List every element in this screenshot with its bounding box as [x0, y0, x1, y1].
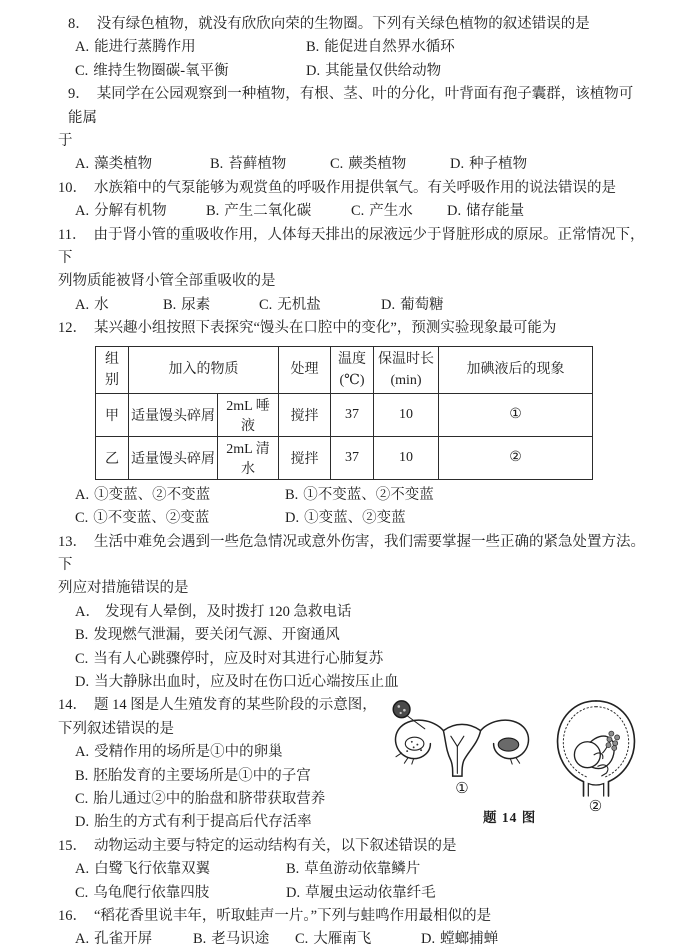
question-stem-text: 由于肾小管的重吸收作用，人体每天排出的尿液远少于肾脏形成的原尿。正常情况下，下: [58, 226, 645, 267]
option-15-a: [75, 858, 286, 881]
table-header-cell: [439, 346, 593, 393]
option-9-d: [450, 153, 527, 176]
option-text: 草鱼游动依靠鳞片: [304, 861, 421, 878]
table-cell: 甲: [96, 393, 129, 436]
option-10-c: [351, 200, 447, 223]
option-label: B.: [163, 296, 177, 313]
q12-experiment-table: [95, 346, 593, 480]
option-13-b: [75, 624, 340, 647]
question-14: [58, 694, 645, 834]
option-8-d: [306, 60, 441, 83]
option-label: D.: [75, 814, 90, 831]
question-stem-text: 某兴趣小组按照下表探究“馒头在口腔中的变化”，预测实验现象最可能为: [94, 320, 557, 337]
option-text: 能促进自然界水循环: [324, 39, 455, 56]
table-cell: 适量馒头碎屑: [129, 393, 218, 436]
table-cell: ①: [439, 393, 593, 436]
option-label: A.: [75, 744, 90, 761]
question-14-figure: [383, 697, 645, 826]
options-row: [75, 507, 645, 530]
option-label: D.: [285, 510, 300, 527]
table-row: [96, 436, 593, 479]
option-13-d: [75, 671, 399, 694]
option-label: A.: [75, 156, 90, 173]
fetus-diagram: [548, 697, 644, 799]
header-line-1: 温度: [338, 351, 366, 367]
option-text: 螳螂捕蝉: [440, 931, 499, 948]
option-text: 维持生物圈碳-氧平衡: [93, 62, 229, 79]
option-text: 苔藓植物: [228, 156, 287, 173]
option-text: 当大静脉出血时，应及时在伤口近心端按压止血: [94, 673, 399, 690]
question-stem-block: [58, 317, 645, 340]
figure-fetus-panel: [546, 697, 645, 815]
option-text: 能进行蒸腾作用: [94, 39, 196, 56]
option-text: 大雁南飞: [313, 931, 372, 948]
question-stem-text: 水族箱中的气泵能够为观赏鱼的呼吸作用提供氧气。有关呼吸作用的说法错误的是: [94, 179, 616, 196]
option-text: 分解有机物: [94, 203, 167, 220]
option-label: C.: [259, 296, 273, 313]
question-number: 15．: [58, 837, 87, 854]
header-line-1: 组: [105, 351, 119, 367]
option-text: 尿素: [181, 296, 211, 313]
option-15-d: [286, 882, 436, 905]
option-11-c: [259, 294, 381, 317]
option-label: C.: [295, 931, 309, 948]
option-14-d: [75, 811, 312, 834]
option-text: 胎生的方式有利于提高后代存活率: [94, 814, 312, 831]
options-row: [75, 788, 383, 811]
table-header-cell: [374, 346, 439, 393]
option-label: D.: [450, 156, 465, 173]
option-text: 发现燃气泄漏，要关闭气源、开窗通风: [93, 627, 340, 644]
option-11-b: [163, 294, 259, 317]
question-stem-continuation: 列物质能被肾小管全部重吸收的是: [58, 273, 276, 290]
option-16-d: [421, 928, 498, 951]
option-text: 老马识途: [211, 931, 270, 948]
option-10-d: [447, 200, 524, 223]
option-label: C.: [75, 650, 89, 667]
option-label: D.: [381, 296, 396, 313]
option-text: 储存能量: [466, 203, 525, 220]
question-14-layout: [58, 694, 645, 834]
question-10: [58, 177, 645, 224]
question-number: 11．: [58, 226, 87, 243]
options-row: [75, 601, 645, 624]
question-9: [58, 83, 645, 177]
option-9-c: [330, 153, 450, 176]
option-label: C.: [75, 790, 89, 807]
option-15-c: [75, 882, 286, 905]
egg-cell-icon: [393, 701, 410, 718]
option-text: ①变蓝、②变蓝: [304, 510, 406, 527]
options-row: [75, 858, 645, 881]
option-label: A.: [75, 203, 90, 220]
options-row: [75, 648, 645, 671]
option-text: 藻类植物: [94, 156, 153, 173]
question-stem-text: 没有绿色植物，就没有欣欣向荣的生物圈。下列有关绿色植物的叙述错误的是: [96, 16, 590, 32]
table-cell: 搅拌: [279, 436, 331, 479]
question-stem-block: [58, 177, 645, 200]
option-text: 草履虫运动依靠纤毛: [305, 884, 436, 901]
option-16-b: [193, 928, 295, 951]
option-label: B.: [193, 931, 207, 948]
figure-uterus-panel: [383, 697, 541, 797]
question-number: 9．: [68, 86, 90, 103]
option-label: B.: [286, 861, 300, 878]
table-cell: 2mL 唾液: [218, 393, 279, 436]
option-text: 水: [94, 296, 109, 313]
option-10-b: [206, 200, 351, 223]
option-label: D.: [447, 203, 462, 220]
option-15-b: [286, 858, 420, 881]
options-row: [75, 882, 645, 905]
option-text: 胚胎发育的主要场所是①中的子宫: [93, 767, 311, 784]
option-label: B.: [75, 627, 89, 644]
option-label: C.: [351, 203, 365, 220]
table-cell: 10: [374, 393, 439, 436]
header-line-2: (min): [390, 372, 422, 388]
table-row: [96, 393, 593, 436]
option-text: 蕨类植物: [348, 156, 407, 173]
question-stem-text: 动物运动主要与特定的运动结构有关，以下叙述错误的是: [94, 837, 457, 854]
option-label: D.: [286, 884, 301, 901]
option-label: A.: [75, 296, 90, 313]
option-text: 胎儿通过②中的胎盘和脐带获取营养: [93, 790, 326, 807]
option-label: C.: [75, 884, 89, 901]
question-8: [58, 13, 645, 83]
question-14-figure-column: [383, 694, 645, 829]
option-12-d: [285, 507, 406, 530]
table-cell: ②: [439, 436, 593, 479]
option-label: C.: [75, 62, 89, 79]
option-label: B.: [285, 486, 299, 503]
question-stem-block: [58, 13, 645, 36]
option-label: A.: [75, 931, 90, 948]
option-label: D.: [421, 931, 436, 948]
option-11-d: [381, 294, 444, 317]
options-row: [75, 153, 645, 176]
figure-label-1: ①: [455, 781, 469, 798]
table-header-cell: [331, 346, 374, 393]
question-number: 10．: [58, 179, 87, 196]
question-stem-text: 题 14 图是人生殖发育的某些阶段的示意图，: [94, 697, 377, 714]
option-text: ①不变蓝、②变蓝: [93, 510, 210, 527]
option-text: 其能量仅供给动物: [325, 62, 442, 79]
question-11: [58, 224, 645, 318]
question-number: 14．: [58, 697, 87, 714]
table-cell: 37: [331, 436, 374, 479]
option-text: ①变蓝、②不变蓝: [94, 486, 211, 503]
option-14-a: [75, 741, 283, 764]
option-12-b: [285, 484, 434, 507]
question-stem-block: [58, 531, 645, 601]
table-header-cell: [129, 346, 279, 393]
option-text: 受精作用的场所是①中的卵巢: [94, 744, 283, 761]
question-stem-text: 某同学在公园观察到一种植物，有根、茎、叶的分化，叶背面有孢子囊群，该植物可能属: [68, 86, 634, 126]
option-13-c: [75, 648, 383, 671]
options-row: [75, 200, 645, 223]
question-stem-block: [58, 905, 645, 928]
option-text: 葡萄糖: [400, 296, 444, 313]
uterus-diagram: [383, 697, 541, 781]
option-9-b: [210, 153, 330, 176]
option-label: C.: [330, 156, 344, 173]
option-11-a: [75, 294, 163, 317]
option-text: 白鹭飞行依靠双翼: [94, 861, 211, 878]
option-text: ①不变蓝、②不变蓝: [303, 486, 434, 503]
header-line-1: 加碘液后的现象: [466, 362, 565, 378]
question-number: 8．: [68, 16, 90, 32]
option-text: 发现有人晕倒，及时拨打 120 急救电话: [104, 603, 352, 620]
option-label: D.: [75, 673, 90, 690]
option-label: A.: [75, 861, 90, 878]
header-line-2: (℃): [339, 372, 365, 388]
table-cell: 10: [374, 436, 439, 479]
question-stem-block: [58, 835, 645, 858]
question-stem-block: [58, 224, 645, 294]
option-16-c: [295, 928, 421, 951]
option-label: A.: [75, 39, 90, 56]
option-text: 产生二氧化碳: [224, 203, 312, 220]
option-text: 当有人心跳骤停时，应及时对其进行心肺复苏: [93, 650, 384, 667]
options-row: [75, 624, 645, 647]
question-stem-block: [58, 694, 383, 741]
options-row: [75, 671, 645, 694]
question-15: [58, 835, 645, 905]
question-stem-continuation: 下列叙述错误的是: [58, 720, 174, 737]
option-8-a: [75, 36, 306, 59]
question-12: [58, 317, 645, 530]
header-line-1: 加入的物质: [168, 362, 239, 378]
question-number: 16．: [58, 908, 87, 924]
option-10-a: [75, 200, 206, 223]
option-label: B.: [306, 39, 320, 56]
table-cell: 37: [331, 393, 374, 436]
option-text: 产生水: [369, 203, 413, 220]
option-14-c: [75, 788, 325, 811]
option-label: B.: [75, 767, 89, 784]
option-8-c: [75, 60, 306, 83]
table-header-row: [96, 346, 593, 393]
options-row: [75, 36, 645, 59]
figure-label-2: ②: [588, 799, 603, 816]
header-line-1: 处理: [290, 362, 319, 378]
option-text: 乌龟爬行依靠四肢: [93, 884, 210, 901]
question-stem-text: “稻花香里说丰年，听取蛙声一片。”下列与蛙鸣作用最相似的是: [94, 908, 492, 924]
option-label: A.: [75, 486, 90, 503]
options-row: [75, 811, 383, 834]
option-12-a: [75, 484, 285, 507]
question-stem-continuation: 于: [58, 133, 73, 150]
table-cell: 搅拌: [279, 393, 331, 436]
option-label: B.: [206, 203, 220, 220]
question-14-text-column: [58, 694, 383, 834]
question-16: [58, 905, 645, 952]
question-stem-continuation: 列应对措施错误的是: [58, 580, 189, 597]
option-16-a: [75, 928, 193, 951]
option-text: 无机盐: [277, 296, 321, 313]
option-9-a: [75, 153, 210, 176]
option-label: B.: [210, 156, 224, 173]
table-cell: 适量馒头碎屑: [129, 436, 218, 479]
options-row: [75, 294, 645, 317]
question-13: [58, 531, 645, 695]
option-13-a: [75, 601, 351, 624]
option-label: D.: [306, 62, 321, 79]
options-row: [75, 60, 645, 83]
table-header-cell: [279, 346, 331, 393]
figure-caption: 题 14 图: [483, 810, 537, 826]
option-label: A．: [75, 603, 100, 620]
question-stem-block: [58, 83, 645, 153]
table-cell: 乙: [96, 436, 129, 479]
question-number: 12．: [58, 320, 87, 337]
option-14-b: [75, 765, 311, 788]
question-stem-text: 生活中难免会遇到一些危急情况或意外伤害，我们需要掌握一些正确的紧急处置方法。下: [58, 533, 645, 573]
table-header-cell: [96, 346, 129, 393]
option-12-c: [75, 507, 285, 530]
options-row: [75, 765, 383, 788]
option-text: 种子植物: [469, 156, 528, 173]
option-8-b: [306, 36, 455, 59]
table-cell: 2mL 清水: [218, 436, 279, 479]
option-text: 孔雀开屏: [94, 931, 153, 948]
header-line-1: 保温时长: [378, 351, 434, 367]
question-number: 13．: [58, 533, 87, 550]
header-line-2: 别: [105, 372, 119, 388]
option-label: C.: [75, 510, 89, 527]
options-row: [75, 484, 645, 507]
options-row: [75, 928, 645, 951]
options-row: [75, 741, 383, 764]
